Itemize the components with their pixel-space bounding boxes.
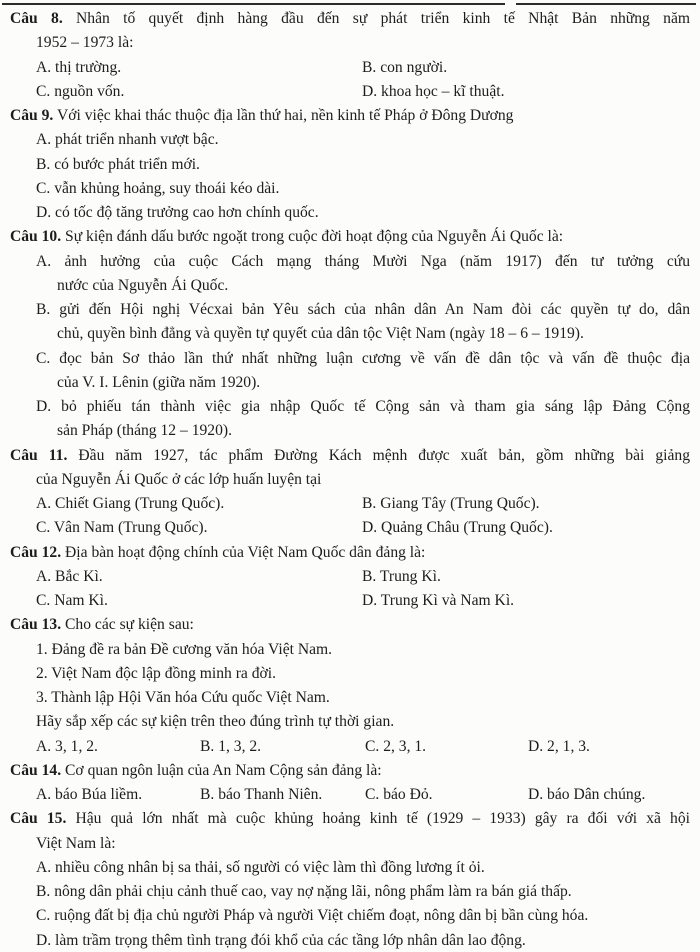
question-label: Câu 12. — [10, 543, 62, 561]
option-d: D. Quảng Châu (Trung Quốc). — [362, 519, 553, 537]
option-a: A. Chiết Giang (Trung Quốc). — [36, 495, 225, 512]
options-row — [36, 735, 690, 759]
question-text: Hậu quả lớn nhất mà cuộc khủng hoảng kinh tế (1929 – 1933) gây ra đối với xã hội — [75, 810, 690, 828]
option-d: D. làm trầm trọng thêm tình trạng đói khổ của các tầng lớp nhân dân lao động. — [36, 931, 526, 949]
option-b: B. con người. — [362, 58, 448, 76]
option-b: B. báo Thanh Niên. — [200, 786, 323, 803]
option-a: A. Bắc Kì. — [36, 567, 103, 585]
question-text: Cơ quan ngôn luận của An Nam Cộng sản đảng là: — [65, 761, 382, 779]
option-c: C. ruộng đất bị địa chủ người Pháp và người Việt chiếm đoạt, nông dân bị bần cùng hóa. — [36, 907, 589, 925]
option-c: C. vẫn khủng hoảng, suy thoái kéo dài. — [36, 179, 280, 197]
option-a: A. báo Búa liềm. — [36, 786, 143, 803]
sort-prompt: Hãy sắp xếp các sự kiện trên theo đúng trình tự thời gian. — [36, 713, 395, 731]
option-text-line: của V. I. Lênin (giữa năm 1920). — [57, 373, 261, 391]
option-d: D. khoa học – kĩ thuật. — [362, 82, 505, 100]
question-text: Đầu năm 1927, tác phẩm Đường Kách mệnh được xuất bản, gồm những bài giảng — [78, 446, 690, 464]
question-block-10 — [10, 225, 690, 443]
option-a: A. 3, 1, 2. — [36, 737, 98, 755]
option-text-line: D. bỏ phiếu tán thành việc gia nhập Quốc tế Cộng sản và tham gia sáng lập Đảng Cộng — [36, 398, 690, 415]
event-list — [36, 638, 690, 735]
option-text-line: A. ảnh hưởng của cuộc Cách mạng tháng Mười Nga (năm 1917) đến tư tưởng cứu — [36, 252, 690, 270]
option-a: A. nhiều công nhân bị sa thải, số người có việc làm thì đồng lương ít ỏi. — [36, 858, 485, 876]
option-b — [36, 298, 690, 347]
question-text-line: Việt Nam là: — [36, 834, 116, 852]
question-block-14 — [10, 759, 690, 808]
question-block-9 — [10, 104, 690, 225]
option-a — [36, 250, 690, 299]
option-c: C. Nam Kì. — [36, 592, 108, 609]
question-text-line — [10, 104, 690, 128]
options-list — [36, 128, 690, 225]
event-item-2: 2. Việt Nam độc lập đồng minh ra đời. — [36, 664, 277, 682]
option-text-line: B. gửi đến Hội nghị Vécxai bản Yêu sách của nhân dân An Nam đòi các quyền tự do, dân — [36, 301, 690, 318]
option-c: C. 2, 3, 1. — [365, 737, 427, 755]
option-a: A. phát triển nhanh vượt bậc. — [36, 131, 219, 149]
option-d: D. Trung Kì và Nam Kì. — [362, 592, 515, 609]
question-text: Với việc khai thác thuộc địa lần thứ hai, nền kinh tế Pháp ở Đông Dương — [56, 107, 514, 124]
question-text: Nhân tố quyết định hàng đầu đến sự phát triển kinh tế Nhật Bản những năm — [76, 10, 691, 27]
option-text-line: nước của Nguyễn Ái Quốc. — [57, 276, 229, 294]
cropped-header-rule — [0, 3, 700, 5]
question-text: Cho các sự kiện sau: — [65, 616, 194, 634]
option-b: B. Giang Tây (Trung Quốc). — [362, 495, 540, 512]
option-c: C. Vân Nam (Trung Quốc). — [36, 519, 208, 537]
question-text: Địa bàn hoạt động chính của Việt Nam Quốc dân đảng là: — [65, 543, 426, 561]
question-text-line — [10, 7, 690, 31]
option-b: B. nông dân phải chịu cảnh thuế cao, vay nợ nặng lãi, nông phẩm làm ra bán giá thấp. — [36, 883, 572, 900]
options-grid — [36, 565, 690, 614]
options-row — [36, 783, 690, 807]
question-text-line — [10, 613, 690, 637]
question-text-line: 1952 – 1973 là: — [36, 34, 134, 52]
question-block-12 — [10, 541, 690, 614]
option-a: A. thị trường. — [36, 58, 122, 76]
question-text-line — [10, 807, 690, 831]
question-text-line: của Nguyễn Ái Quốc ở các lớp huấn luyện tại — [36, 470, 322, 488]
options-grid — [36, 56, 690, 105]
question-text-line — [10, 444, 690, 468]
option-d: D. 2, 1, 3. — [528, 737, 590, 755]
option-d: D. báo Dân chúng. — [528, 786, 646, 803]
question-label: Câu 14. — [10, 761, 62, 779]
question-text-line — [10, 759, 690, 783]
option-d — [36, 395, 690, 444]
question-block-11 — [10, 444, 690, 541]
option-text-line: sản Pháp (tháng 12 – 1920). — [57, 422, 232, 440]
options-list — [36, 250, 690, 444]
event-item-3: 3. Thành lập Hội Văn hóa Cứu quốc Việt Nam. — [36, 689, 330, 706]
question-block-15 — [10, 807, 690, 952]
option-text-line: chủ, quyền bình đẳng và quyền tự quyết của dân tộc Việt Nam (ngày 18 – 6 – 1919). — [57, 325, 584, 343]
question-label: Câu 8. — [10, 10, 63, 27]
options-grid — [36, 492, 690, 541]
question-text-line — [10, 541, 690, 565]
question-text-line — [10, 225, 690, 249]
options-list — [36, 856, 690, 952]
question-text: Sự kiện đánh dấu bước ngoặt trong cuộc đời hoạt động của Nguyễn Ái Quốc là: — [65, 228, 564, 246]
question-block-8 — [10, 7, 690, 104]
question-label: Câu 15. — [10, 810, 67, 828]
question-label: Câu 11. — [10, 446, 68, 464]
event-item-1: 1. Đảng đề ra bản Đề cương văn hóa Việt Nam. — [36, 640, 333, 658]
option-c: C. nguồn vốn. — [36, 82, 125, 100]
option-c: C. báo Đỏ. — [365, 786, 433, 803]
option-text-line: C. đọc bản Sơ thảo lần thứ nhất những luận cương về vấn đề dân tộc và vấn đề thuộc địa — [36, 349, 690, 367]
question-label: Câu 9. — [10, 107, 54, 124]
option-c — [36, 347, 690, 396]
option-b: B. Trung Kì. — [362, 567, 441, 585]
question-label: Câu 13. — [10, 616, 62, 634]
question-block-13 — [10, 613, 690, 759]
option-b: B. 1, 3, 2. — [200, 737, 262, 755]
question-label: Câu 10. — [10, 228, 62, 246]
option-d: D. có tốc độ tăng trưởng cao hơn chính quốc. — [36, 204, 319, 221]
option-b: B. có bước phát triển mới. — [36, 155, 200, 173]
